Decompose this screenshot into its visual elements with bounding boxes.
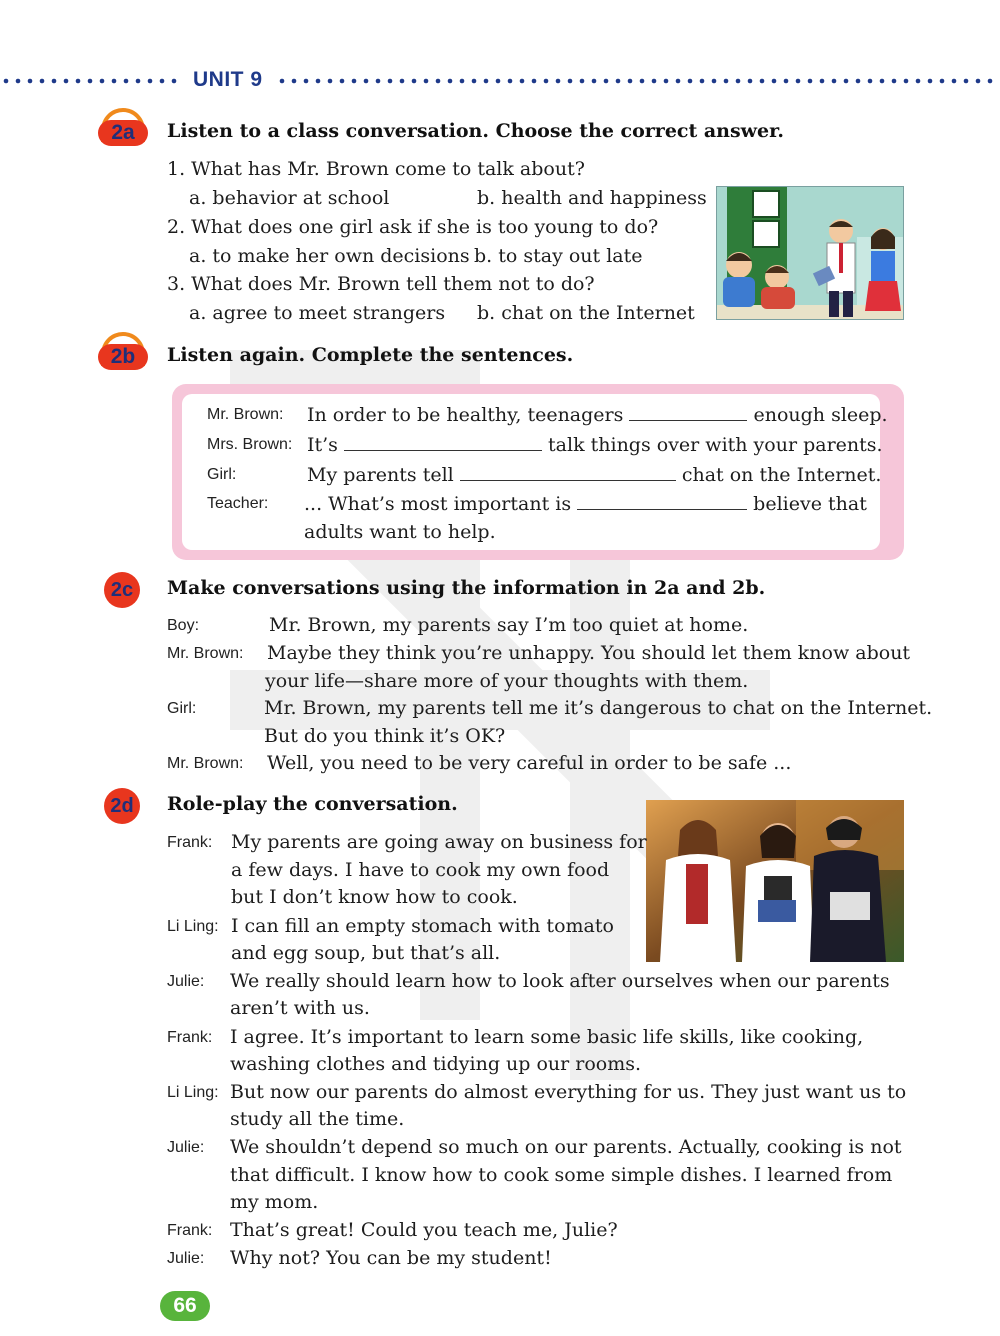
- question-2: 2. What does one girl ask if she is too young to do?: [167, 216, 659, 238]
- dialogue-line: I can fill an empty stomach with tomato: [231, 915, 614, 937]
- dialogue-line: Why not? You can be my student!: [230, 1247, 552, 1269]
- section-2c-title: Make conversations using the information in 2a and 2b.: [167, 577, 766, 599]
- students-photo: [646, 800, 904, 962]
- speaker-label: Teacher:: [207, 495, 269, 512]
- dialogue-line: We shouldn’t depend so much on our parents. Actually, cooking is not: [230, 1136, 902, 1158]
- unit-header: [0, 66, 1000, 96]
- sentence-2: It’s talk things over with your parents.: [307, 434, 883, 456]
- sentence-4: ... What’s most important is believe that: [304, 493, 867, 515]
- speaker-label: Mrs. Brown:: [207, 436, 293, 453]
- dialogue-line: That’s great! Could you teach me, Julie?: [230, 1219, 618, 1241]
- question-3-option-b: b. chat on the Internet: [477, 302, 695, 324]
- dotted-rule-right: [276, 78, 996, 84]
- section-2d-title: Role-play the conversation.: [167, 793, 458, 815]
- speaker-label: Girl:: [167, 700, 197, 717]
- dialogue-line: washing clothes and tidying up our rooms.: [230, 1053, 642, 1075]
- dialogue-line: My parents are going away on business for: [231, 831, 647, 853]
- sentence-3: My parents tell chat on the Internet.: [307, 464, 882, 486]
- speaker-label: Mr. Brown:: [207, 406, 284, 423]
- dialogue-line: aren’t with us.: [230, 997, 370, 1019]
- dialogue-line: We really should learn how to look after ourselves when our parents: [230, 970, 890, 992]
- speaker-label: Frank:: [167, 1029, 213, 1046]
- dialogue-line: my mom.: [230, 1191, 319, 1213]
- speaker-label: Mr. Brown:: [167, 755, 244, 772]
- dialogue-line: Mr. Brown, my parents say I’m too quiet at home.: [269, 614, 749, 636]
- question-1-option-b: b. health and happiness: [477, 187, 707, 209]
- dialogue-line: study all the time.: [230, 1108, 405, 1130]
- dialogue-line: But do you think it’s OK?: [264, 725, 506, 747]
- sentence-4-continued: adults want to help.: [304, 521, 496, 543]
- speaker-label: Li Ling:: [167, 1084, 219, 1101]
- badge-2d: 2d: [98, 784, 148, 824]
- dialogue-line: but I don’t know how to cook.: [231, 886, 518, 908]
- question-1-option-a: a. behavior at school: [189, 187, 390, 209]
- dialogue-line: Mr. Brown, my parents tell me it’s dangerous to chat on the Internet.: [264, 697, 933, 719]
- sentence-1: In order to be healthy, teenagers enough sleep.: [307, 404, 888, 426]
- question-1: 1. What has Mr. Brown come to talk about?: [167, 158, 585, 180]
- badge-2c: 2c: [98, 568, 148, 608]
- speaker-label: Julie:: [167, 973, 205, 990]
- badge-2b: 2b: [98, 332, 148, 372]
- unit-title: UNIT 9: [193, 68, 263, 91]
- speaker-label: Julie:: [167, 1250, 205, 1267]
- speaker-label: Boy:: [167, 617, 200, 634]
- speaker-label: Mr. Brown:: [167, 645, 244, 662]
- dialogue-line: Maybe they think you’re unhappy. You should let them know about: [267, 642, 911, 664]
- dialogue-line: a few days. I have to cook my own food: [231, 859, 610, 881]
- classroom-illustration: [716, 186, 904, 320]
- dialogue-line: and egg soup, but that’s all.: [231, 942, 501, 964]
- section-2b-title: Listen again. Complete the sentences.: [167, 344, 574, 366]
- question-2-option-b: b. to stay out late: [474, 245, 643, 267]
- dialogue-line: Well, you need to be very careful in order to be safe ...: [267, 752, 792, 774]
- question-2-option-a: a. to make her own decisions: [189, 245, 470, 267]
- page-number: 66: [160, 1291, 210, 1321]
- speaker-label: Frank:: [167, 1222, 213, 1239]
- speaker-label: Girl:: [207, 466, 237, 483]
- dialogue-line: your life—share more of your thoughts with them.: [265, 670, 749, 692]
- question-3: 3. What does Mr. Brown tell them not to do?: [167, 273, 595, 295]
- dialogue-line: But now our parents do almost everything for us. They just want us to: [230, 1081, 907, 1103]
- dotted-rule-left: [0, 78, 178, 84]
- answer-blank-4[interactable]: [577, 492, 747, 510]
- speaker-label: Julie:: [167, 1139, 205, 1156]
- badge-2a: 2a: [98, 108, 148, 148]
- answer-blank-1[interactable]: [629, 403, 747, 421]
- section-2a-title: Listen to a class conversation. Choose the correct answer.: [167, 120, 785, 142]
- question-3-option-a: a. agree to meet strangers: [189, 302, 446, 324]
- speaker-label: Frank:: [167, 834, 213, 851]
- answer-blank-2[interactable]: [344, 433, 542, 451]
- dialogue-line: I agree. It’s important to learn some basic life skills, like cooking,: [230, 1026, 864, 1048]
- speaker-label: Li Ling:: [167, 918, 219, 935]
- answer-blank-3[interactable]: [460, 463, 676, 481]
- dialogue-line: that difficult. I know how to cook some simple dishes. I learned from: [230, 1164, 893, 1186]
